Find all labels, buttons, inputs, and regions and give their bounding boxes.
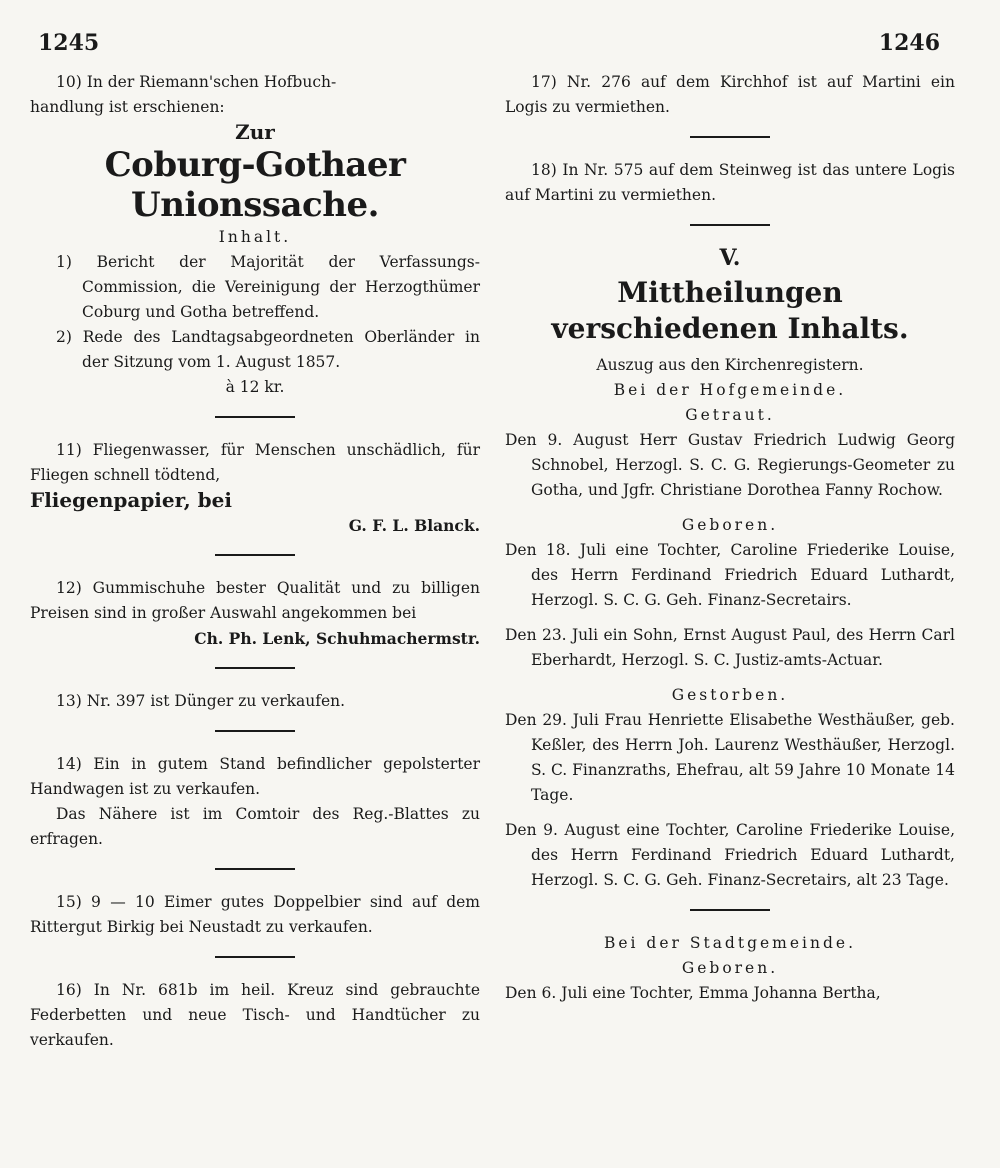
notice-17-text: 17) Nr. 276 auf dem Kirchhof ist auf Martini ein Logis zu vermiethen. xyxy=(505,73,955,116)
notice-11-seller: G. F. L. Blanck. xyxy=(348,516,480,535)
city-births-heading: Geboren. xyxy=(681,959,779,977)
death-entry-1: Den 29. Juli Frau Henriette Elisabethe Westhäußer, geb. Keßler, des Herrn Joh. Laurenz Westhäußer, Herzogl. S. C. Finanzraths, Ehefrau, alt 59 Jahre 10 Monate 14 Tage. xyxy=(505,711,955,804)
book-title: Coburg-Gothaer Unionssache. xyxy=(104,145,406,225)
separator xyxy=(215,554,295,556)
notice-12-text: 12) Gummischuhe bester Qualität und zu billigen Preisen sind in großer Auswahl angekommen bei xyxy=(30,579,480,622)
notice-12-seller: Ch. Ph. Lenk, Schuhmachermstr. xyxy=(194,629,480,648)
notice-10-line1: 10) In der Riemann'schen Hofbuch- xyxy=(56,73,337,91)
separator xyxy=(690,136,770,138)
contents-item-1: 1) Bericht der Majorität der Verfassungs-Commission, die Vereinigung der Herzogthümer Coburg und Gotha betreffend. xyxy=(56,253,480,321)
notice-18 xyxy=(505,158,955,208)
city-birth-entry: Den 6. Juli eine Tochter, Emma Johanna Bertha, xyxy=(505,984,881,1002)
notice-11-text: 11) Fliegenwasser, für Menschen unschädlich, für Fliegen schnell tödtend, xyxy=(30,441,480,484)
contents-heading: Inhalt. xyxy=(218,228,292,246)
section-title: Mittheilungen verschiedenen Inhalts. xyxy=(551,276,909,345)
notice-11-product: Fliegenpapier, bei xyxy=(30,488,232,512)
contents-item-2: 2) Rede des Landtagsabgeordneten Oberländer in der Sitzung vom 1. August 1857. xyxy=(56,328,480,371)
notice-11 xyxy=(30,438,480,538)
separator xyxy=(215,730,295,732)
notice-10 xyxy=(30,70,480,400)
married-entry: Den 9. August Herr Gustav Friedrich Ludwig Georg Schnobel, Herzogl. S. C. G. Regierungs-Geometer zu Gotha, und Jgfr. Christiane Dorothea Fanny Rochow. xyxy=(505,431,955,499)
page-number-right: 1246 xyxy=(878,30,940,56)
notice-14-text: 14) Ein in gutem Stand befindlicher gepolsterter Handwagen ist zu verkaufen. xyxy=(30,755,480,798)
book-title-prefix: Zur xyxy=(235,120,275,144)
births-heading: Geboren. xyxy=(681,516,779,534)
deaths-heading: Gestorben. xyxy=(671,686,789,704)
separator xyxy=(215,868,295,870)
notice-16 xyxy=(30,978,480,1053)
notice-18-text: 18) In Nr. 575 auf dem Steinweg ist das untere Logis auf Martini zu vermiethen. xyxy=(505,161,955,204)
section-subtitle: Auszug aus den Kirchenregistern. xyxy=(596,356,864,374)
notice-16-text: 16) In Nr. 681b im heil. Kreuz sind gebrauchte Federbetten und neue Tisch- und Handtücher zu verkaufen. xyxy=(30,981,480,1049)
separator xyxy=(690,909,770,911)
notice-14 xyxy=(30,752,480,852)
separator xyxy=(690,224,770,226)
city-parish-heading: Bei der Stadtgemeinde. xyxy=(603,934,857,952)
notice-15 xyxy=(30,890,480,940)
section-number: V. xyxy=(719,245,741,271)
notice-10-line2: handlung ist erschienen: xyxy=(30,98,225,116)
birth-entry-2: Den 23. Juli ein Sohn, Ernst August Paul, des Herrn Carl Eberhardt, Herzogl. S. C. Justiz-amts-Actuar. xyxy=(505,626,955,669)
notice-13 xyxy=(30,689,480,714)
death-entry-2: Den 9. August eine Tochter, Caroline Friederike Louise, des Herrn Ferdinand Friedrich Eduard Luthardt, Herzogl. S. C. G. Geh. Finanz-Secretairs, alt 23 Tage. xyxy=(505,821,955,889)
right-column xyxy=(505,70,955,1016)
separator xyxy=(215,956,295,958)
notice-14-text2: Das Nähere ist im Comtoir des Reg.-Blattes zu erfragen. xyxy=(30,805,480,848)
separator xyxy=(215,667,295,669)
page-number-left: 1245 xyxy=(38,30,100,56)
notice-12 xyxy=(30,576,480,651)
birth-entry-1: Den 18. Juli eine Tochter, Caroline Friederike Louise, des Herrn Ferdinand Friedrich Eduard Luthardt, Herzogl. S. C. G. Geh. Finanz-Secretairs. xyxy=(505,541,955,609)
notice-17 xyxy=(505,70,955,120)
parish-heading: Bei der Hofgemeinde. xyxy=(613,381,847,399)
notice-13-text: 13) Nr. 397 ist Dünger zu verkaufen. xyxy=(56,692,346,710)
separator xyxy=(215,416,295,418)
notice-15-text: 15) 9 — 10 Eimer gutes Doppelbier sind auf dem Rittergut Birkig bei Neustadt zu verkaufen. xyxy=(30,893,480,936)
left-column xyxy=(30,70,480,1063)
book-price: à 12 kr. xyxy=(225,378,285,396)
married-heading: Getraut. xyxy=(685,406,775,424)
